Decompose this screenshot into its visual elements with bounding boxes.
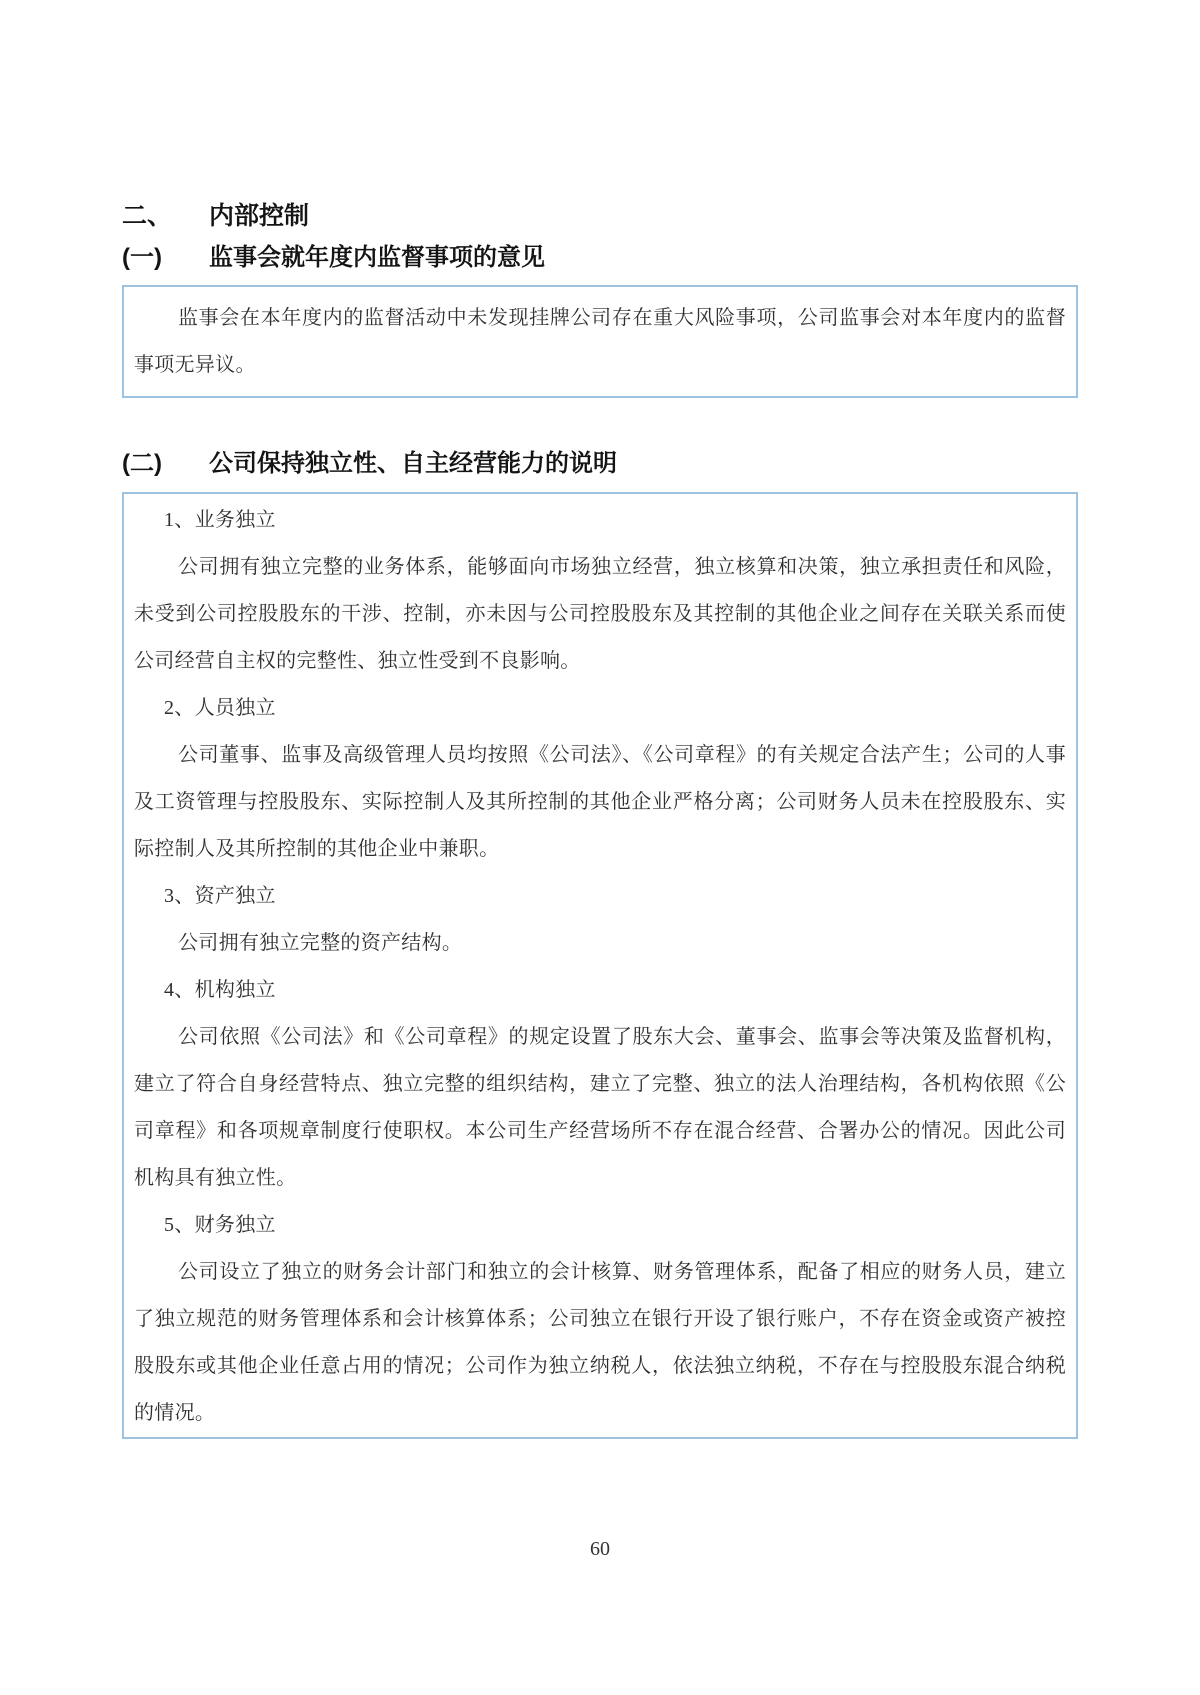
- item-heading: 5、财务独立: [164, 1214, 276, 1236]
- item-heading: 4、机构独立: [164, 979, 276, 1001]
- subsection2-number: (二): [122, 450, 162, 477]
- item-heading: 3、资产独立: [164, 885, 276, 907]
- page-number: 60: [590, 1538, 610, 1560]
- paragraph: 公司设立了独立的财务会计部门和独立的会计核算、财务管理体系，配备了相应的财务人员，建立了独立规范的财务管理体系和会计核算体系；公司独立在银行开设了银行账户，不存在资金或资产被控股股东或其他企业任意占用的情况；公司作为独立纳税人，依法独立纳税，不存在与控股股东混合纳税的情况。: [134, 1261, 1066, 1424]
- subsection1-title: 监事会就年度内监督事项的意见: [209, 244, 545, 271]
- subsection2-heading: [122, 443, 617, 478]
- section-heading: [122, 196, 309, 232]
- paragraph: 公司拥有独立完整的业务体系，能够面向市场独立经营，独立核算和决策，独立承担责任和风险，未受到公司控股股东的干涉、控制，亦未因与公司控股股东及其控制的其他企业之间存在关联关系而使公司经营自主权的完整性、独立性受到不良影响。: [134, 556, 1066, 672]
- item-heading: 2、人员独立: [164, 697, 276, 719]
- subsection1-heading: [122, 237, 545, 272]
- paragraph: 公司董事、监事及高级管理人员均按照《公司法》、《公司章程》的有关规定合法产生；公司的人事及工资管理与控股股东、实际控制人及其所控制的其他企业严格分离；公司财务人员未在控股股东、实际控制人及其所控制的其他企业中兼职。: [134, 744, 1066, 860]
- subsection2-title: 公司保持独立性、自主经营能力的说明: [209, 450, 617, 477]
- subsection1-number: (一): [122, 244, 162, 271]
- paragraph: 公司拥有独立完整的资产结构。: [178, 932, 463, 954]
- supervisory-opinion-box: [122, 285, 1078, 398]
- paragraph: 监事会在本年度内的监督活动中未发现挂牌公司存在重大风险事项，公司监事会对本年度内的监督事项无异议。: [134, 307, 1066, 376]
- section-number: 二、: [122, 202, 173, 230]
- paragraph: 公司依照《公司法》和《公司章程》的规定设置了股东大会、董事会、监事会等决策及监督机构，建立了符合自身经营特点、独立完整的组织结构，建立了完整、独立的法人治理结构，各机构依照《公司章程》和各项规章制度行使职权。本公司生产经营场所不存在混合经营、合署办公的情况。因此公司机构具有独立性。: [134, 1026, 1066, 1189]
- item-heading: 1、业务独立: [164, 509, 276, 531]
- independence-statement-box: [122, 492, 1078, 1439]
- section-title: 内部控制: [209, 202, 310, 230]
